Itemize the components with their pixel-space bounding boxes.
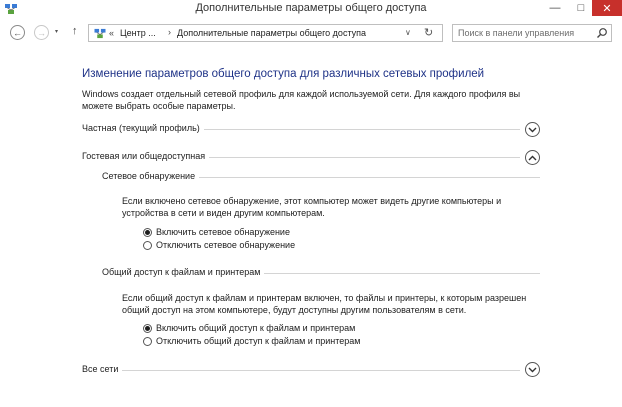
divider xyxy=(82,370,520,371)
breadcrumb-separator[interactable]: › xyxy=(168,27,171,37)
address-bar[interactable] xyxy=(88,24,443,42)
page-title: Изменение параметров общего доступа для различных сетевых профилей xyxy=(82,68,485,80)
file-sharing-heading: Общий доступ к файлам и принтерам xyxy=(102,267,264,277)
search-box[interactable] xyxy=(452,24,612,42)
radio-disable-discovery[interactable] xyxy=(143,240,295,250)
radio-enable-sharing[interactable] xyxy=(143,323,355,333)
radio-selected-dot xyxy=(145,326,150,331)
profile-guest-collapse-button[interactable] xyxy=(525,150,540,165)
maximize-button[interactable]: □ xyxy=(577,2,585,14)
radio-button[interactable] xyxy=(143,337,152,346)
radio-label[interactable]: Включить общий доступ к файлам и принтерам xyxy=(156,323,356,333)
network-discovery-heading: Сетевое обнаружение xyxy=(102,171,199,181)
address-dropdown-button[interactable]: ∨ xyxy=(405,28,411,37)
search-input[interactable]: Поиск в панели управления xyxy=(458,28,575,38)
radio-button[interactable] xyxy=(143,241,152,250)
recent-pages-dropdown[interactable]: ▾ xyxy=(55,29,59,35)
address-overflow-chevron[interactable]: « xyxy=(109,28,115,38)
refresh-button[interactable]: ↻ xyxy=(424,27,434,39)
radio-label[interactable]: Включить сетевое обнаружение xyxy=(156,227,290,237)
network-discovery-description: Если включено сетевое обнаружение, этот компьютер может видеть другие компьютеры и устройства в сети и виден другим компьютерам. xyxy=(122,196,502,218)
up-button[interactable]: ↑ xyxy=(72,25,78,37)
file-sharing-description: Если общий доступ к файлам и принтерам включен, то файлы и принтеры, к которым разрешен общий доступ на этом компьютере, будут доступны другим пользователям в сети. xyxy=(122,293,527,315)
profile-guest-label[interactable]: Гостевая или общедоступная xyxy=(82,151,209,161)
title-bar xyxy=(0,0,622,18)
radio-button[interactable] xyxy=(143,228,152,237)
window-title: Дополнительные параметры общего доступа xyxy=(195,2,427,14)
close-button[interactable]: ✕ xyxy=(592,0,622,16)
breadcrumb-advanced-sharing[interactable]: Дополнительные параметры общего доступа xyxy=(177,28,367,38)
content-area xyxy=(0,46,622,407)
search-icon[interactable] xyxy=(596,27,608,39)
chevron-down-icon xyxy=(528,367,537,373)
radio-label[interactable]: Отключить общий доступ к файлам и принтерам xyxy=(156,336,361,346)
chevron-up-icon xyxy=(528,155,537,161)
radio-selected-dot xyxy=(145,230,150,235)
radio-disable-sharing[interactable] xyxy=(143,336,360,346)
profile-all-networks-expand-button[interactable] xyxy=(525,362,540,377)
navigation-bar xyxy=(0,22,622,44)
breadcrumb-network-center[interactable]: Центр ... xyxy=(120,28,156,38)
radio-label[interactable]: Отключить сетевое обнаружение xyxy=(156,240,296,250)
forward-button[interactable]: → xyxy=(34,25,49,40)
back-button[interactable]: ← xyxy=(10,25,25,40)
chevron-down-icon xyxy=(528,127,537,133)
profile-private-label[interactable]: Частная (текущий профиль) xyxy=(82,123,204,133)
radio-enable-discovery[interactable] xyxy=(143,227,290,237)
radio-button[interactable] xyxy=(143,324,152,333)
profile-private-expand-button[interactable] xyxy=(525,122,540,137)
minimize-button[interactable]: — xyxy=(549,2,561,14)
profile-all-networks-label[interactable]: Все сети xyxy=(82,364,122,374)
page-description: Windows создает отдельный сетевой профиль для каждой используемой сети. Для каждого профиля вы можете выбрать особые параметры. xyxy=(82,89,521,111)
network-icon xyxy=(93,28,107,39)
